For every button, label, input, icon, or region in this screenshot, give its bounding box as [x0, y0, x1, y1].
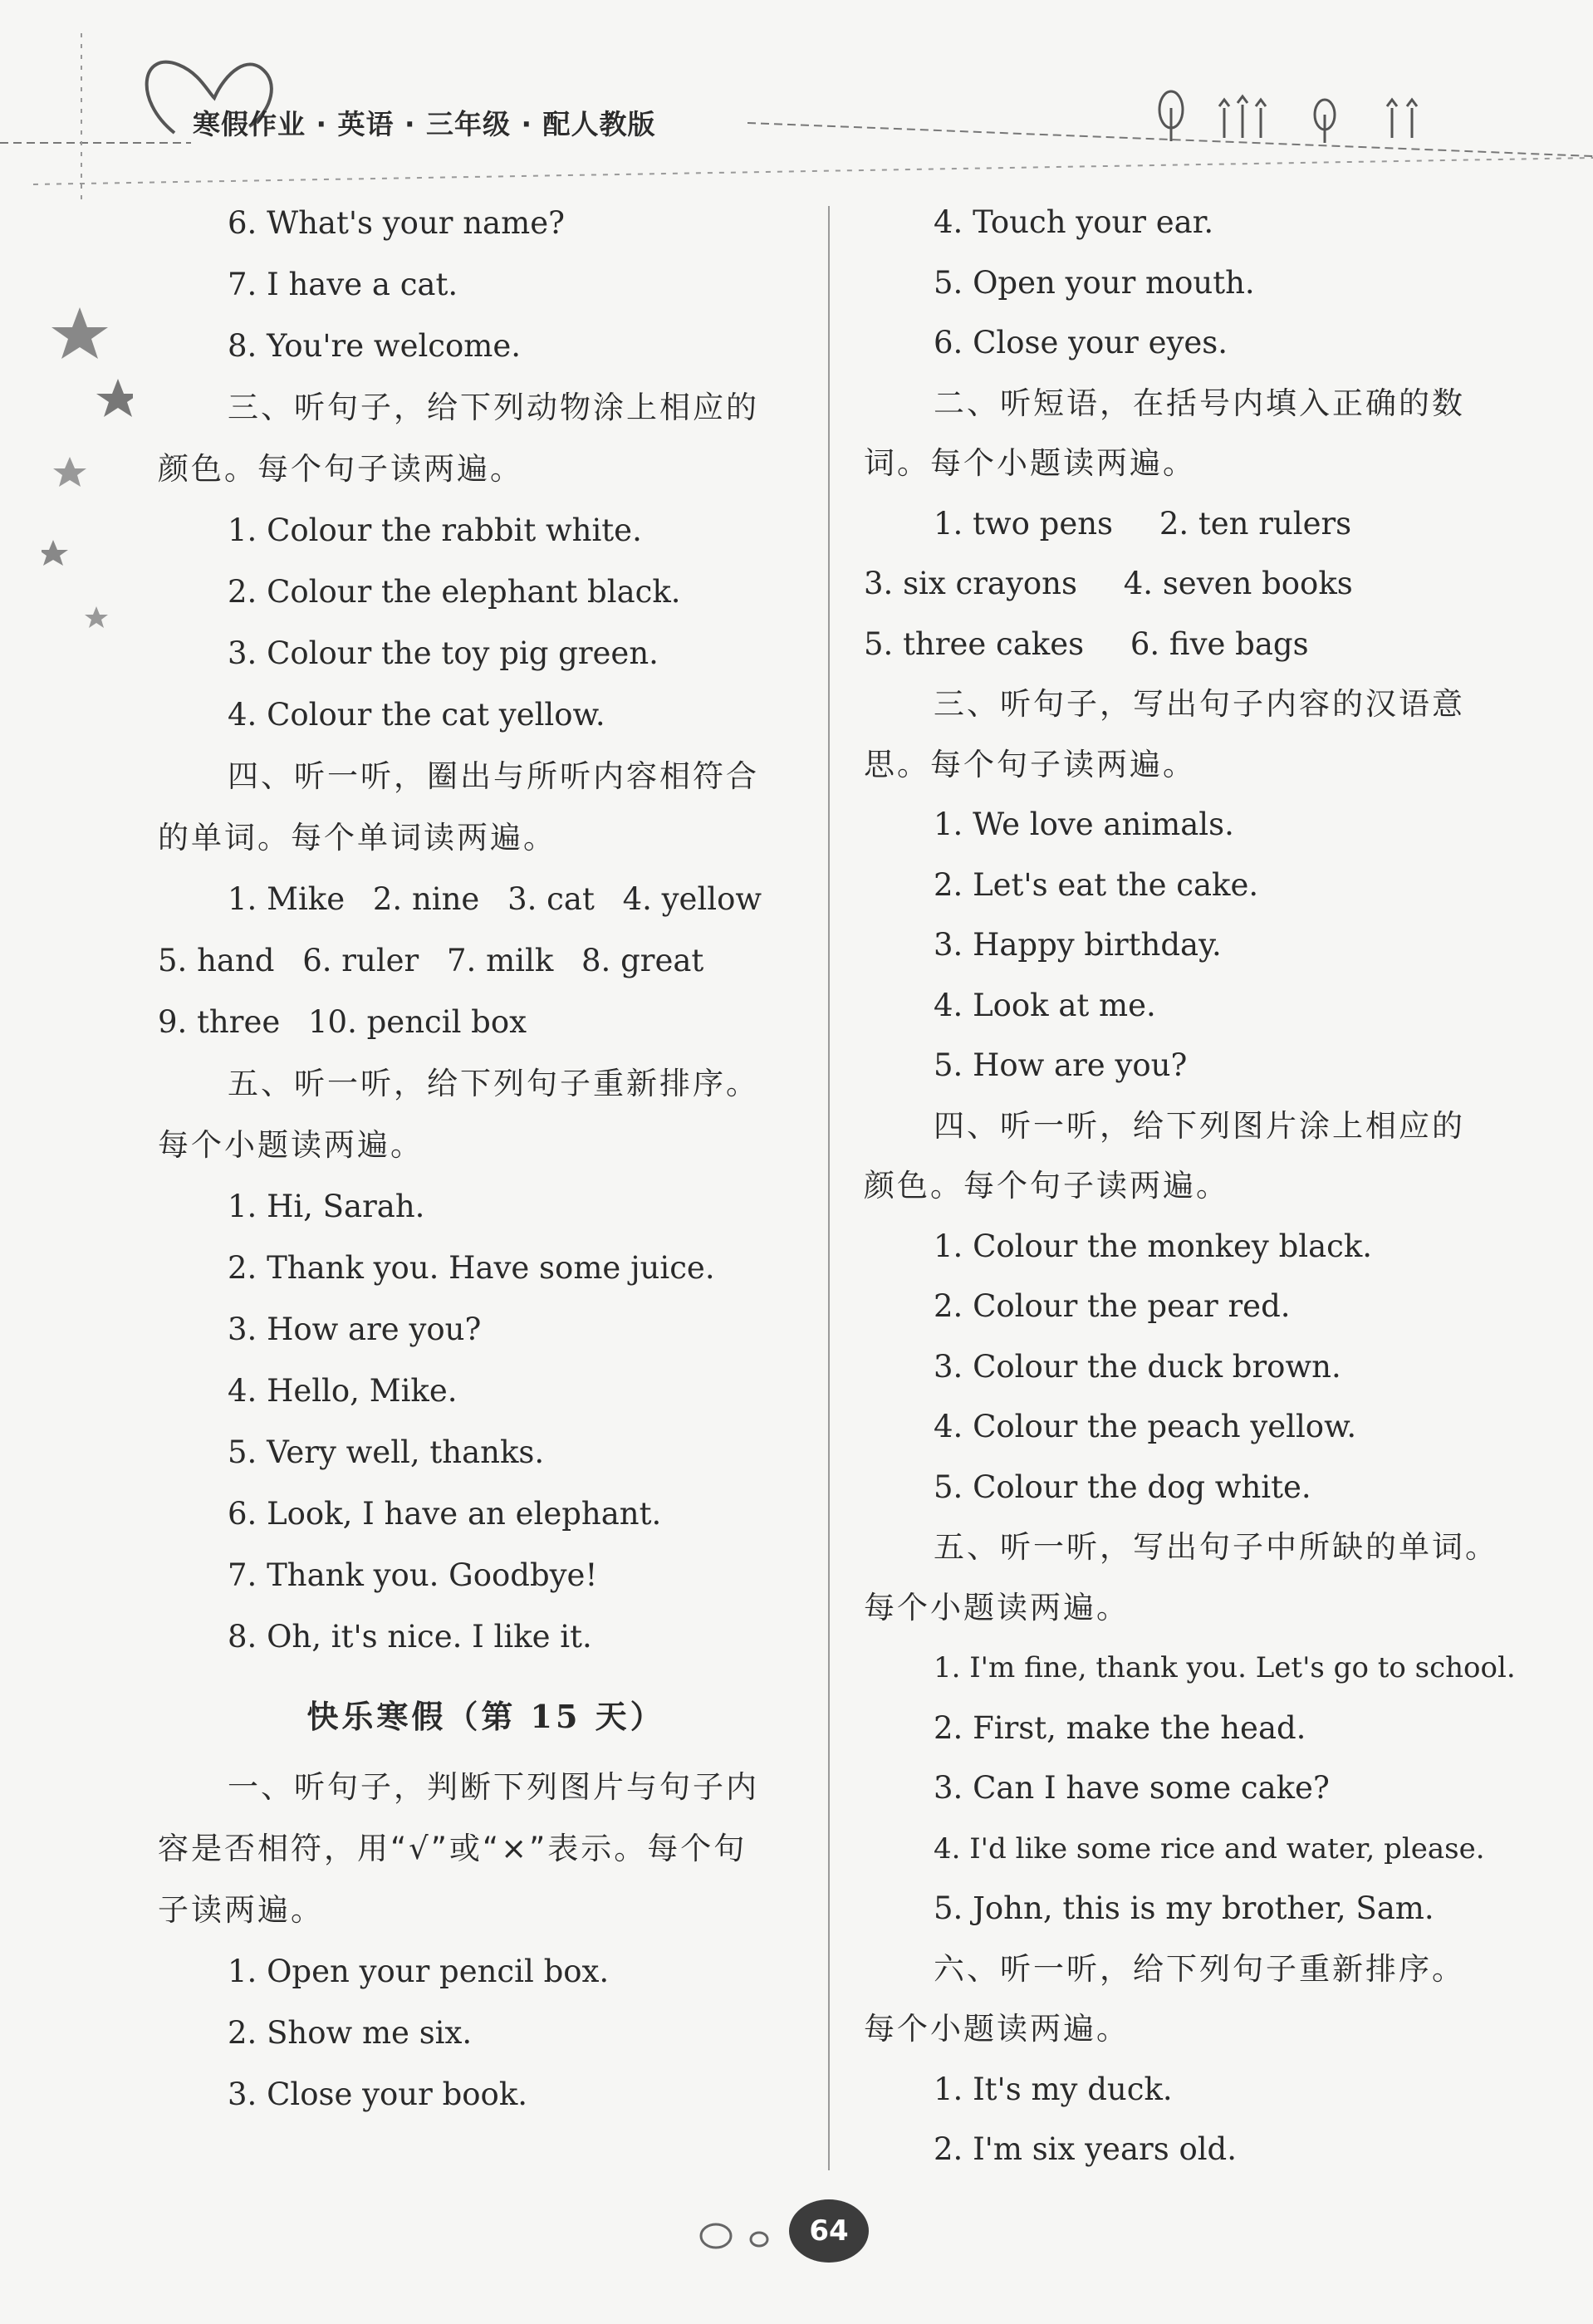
list-item: 4. Look at me.: [934, 987, 1156, 1023]
word-item: 7. milk: [447, 943, 554, 978]
stars-decoration: [42, 299, 133, 648]
list-item: 2. First, make the head.: [934, 1709, 1306, 1746]
header-title: 寒假作业 · 英语 · 三年级 · 配人教版: [193, 108, 656, 140]
list-item: 5. Colour the dog white.: [934, 1468, 1311, 1505]
list-item: 6. Look, I have an elephant.: [228, 1496, 662, 1532]
list-item: 4. Hello, Mike.: [228, 1373, 458, 1409]
list-item: 1. Open your pencil box.: [228, 1954, 610, 1989]
list-item: 2. Colour the elephant black.: [228, 574, 681, 610]
section-title: 五、听一听，给下列句子重新排序。: [228, 1066, 759, 1101]
bubble-icon: [751, 2233, 767, 2246]
list-item: 1. I'm fine, thank you. Let's go to school.: [934, 1651, 1516, 1684]
list-item: 3. Colour the toy pig green.: [228, 635, 659, 671]
section-title: 二、听短语，在括号内填入正确的数: [934, 385, 1465, 421]
list-item: 1. Colour the monkey black.: [934, 1228, 1373, 1264]
list-item: 5. Very well, thanks.: [228, 1434, 545, 1470]
column-divider: [828, 206, 830, 2170]
word-item: 3. cat: [507, 881, 595, 917]
list-item: 5. How are you?: [934, 1047, 1188, 1083]
list-item: 1. We love animals.: [934, 807, 1234, 842]
section-title: 一、听句子，判断下列图片与句子内: [228, 1769, 759, 1805]
section-title: 四、听一听，给下列图片涂上相应的: [934, 1107, 1465, 1144]
word-item: 8. great: [581, 943, 704, 978]
star-icon: [96, 379, 133, 417]
word-row: [158, 869, 814, 930]
list-item: 4. Colour the cat yellow.: [228, 697, 605, 733]
word-item: 5. hand: [158, 943, 275, 978]
section-title: 六、听一听，给下列句子重新排序。: [934, 1950, 1465, 1987]
word-item: 6. five bags: [1130, 625, 1309, 662]
section-title: 三、听句子，给下列动物涂上相应的: [228, 390, 759, 425]
section-title-cont: 每个小题读两遍。: [158, 1127, 424, 1163]
list-item: 1. Colour the rabbit white.: [228, 512, 642, 548]
list-item: 8. Oh, it's nice. I like it.: [228, 1619, 592, 1655]
list-item: 6. What's your name?: [228, 205, 565, 241]
list-item: 3. How are you?: [228, 1312, 482, 1347]
list-item: 3. Colour the duck brown.: [934, 1348, 1341, 1385]
list-item: 3. Happy birthday.: [934, 927, 1222, 963]
section-title-cont: 子读两遍。: [158, 1892, 324, 1928]
star-icon: [42, 540, 68, 566]
section-title: 三、听句子，写出句子内容的汉语意: [934, 686, 1465, 722]
list-item: 2. I'm six years old.: [934, 2131, 1237, 2167]
section-title: 四、听一听，圈出与所听内容相符合: [228, 758, 759, 794]
list-item: 4. Colour the peach yellow.: [934, 1409, 1357, 1444]
word-item: 4. seven books: [1123, 566, 1353, 601]
list-item: 5. John, this is my brother, Sam.: [934, 1890, 1434, 1926]
bubble-icon: [701, 2224, 731, 2248]
word-item: 10. pencil box: [308, 1004, 527, 1040]
list-item: 8. You're welcome.: [228, 328, 522, 364]
word-item: 2. ten rulers: [1159, 505, 1352, 542]
word-row: [158, 992, 814, 1053]
section-title-cont: 每个小题读两遍。: [864, 1589, 1130, 1625]
header-decoration: [0, 0, 1593, 199]
list-item: 2. Colour the pear red.: [934, 1288, 1291, 1324]
list-item: 7. I have a cat.: [228, 267, 458, 302]
word-item: 1. two pens: [934, 505, 1114, 542]
section-title-cont: 的单词。每个单词读两遍。: [158, 820, 556, 856]
star-icon: [53, 457, 86, 487]
right-column: [864, 193, 1528, 2180]
list-item: 7. Thank you. Goodbye!: [228, 1557, 598, 1593]
word-row: [864, 615, 1528, 675]
word-item: 6. ruler: [302, 943, 419, 978]
section-title: 五、听一听，写出句子中所缺的单词。: [934, 1529, 1498, 1565]
left-column: [158, 193, 814, 2125]
page-header: [0, 0, 1593, 199]
list-item: 3. Can I have some cake?: [934, 1770, 1330, 1806]
list-item: 2. Show me six.: [228, 2015, 473, 2051]
star-icon: [51, 307, 108, 359]
word-row: [864, 554, 1528, 615]
section-title-cont: 颜色。每个句子读两遍。: [158, 451, 523, 487]
page-number: 64: [789, 2199, 869, 2263]
list-item: 5. Open your mouth.: [934, 264, 1255, 301]
word-item: 1. Mike: [228, 881, 346, 917]
list-item: 1. It's my duck.: [934, 2071, 1173, 2107]
star-icon: [85, 606, 108, 628]
list-item: 4. Touch your ear.: [934, 204, 1214, 240]
day-title: 快乐寒假（第 15 天）: [306, 1698, 665, 1735]
tree-icon: [1159, 91, 1335, 143]
section-title-cont: 颜色。每个句子读两遍。: [864, 1168, 1229, 1204]
section-title-cont: 每个小题读两遍。: [864, 2011, 1130, 2047]
word-item: 5. three cakes: [864, 625, 1085, 662]
word-item: 2. nine: [372, 881, 480, 917]
list-item: 4. I'd like some rice and water, please.: [934, 1831, 1485, 1866]
section-title-cont: 容是否相符，用“√”或“×”表示。每个句: [158, 1831, 747, 1866]
list-item: 1. Hi, Sarah.: [228, 1189, 425, 1224]
word-item: 3. six crayons: [864, 566, 1077, 601]
list-item: 3. Close your book.: [228, 2076, 528, 2112]
word-item: 9. three: [158, 1004, 281, 1040]
word-row: [864, 494, 1528, 555]
word-item: 4. yellow: [622, 881, 762, 917]
list-item: 2. Thank you. Have some juice.: [228, 1250, 715, 1286]
list-item: 2. Let's eat the cake.: [934, 866, 1259, 903]
list-item: 6. Close your eyes.: [934, 325, 1228, 360]
section-title-cont: 词。每个小题读两遍。: [864, 445, 1196, 481]
word-row: [158, 930, 814, 992]
section-title-cont: 思。每个句子读两遍。: [864, 746, 1196, 782]
